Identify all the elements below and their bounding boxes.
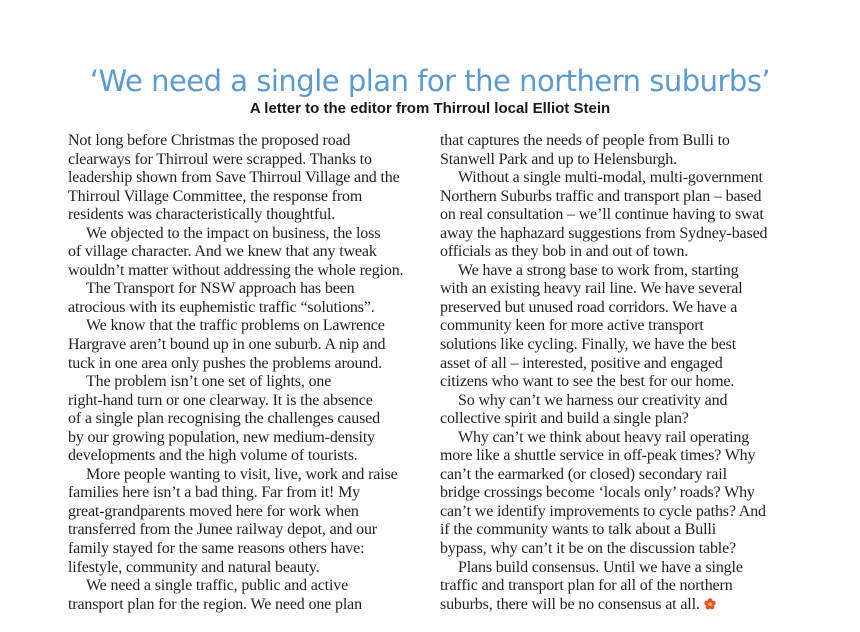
line-text: of a single plan recognising the challenges caused [68,410,380,428]
line-text: So why can’t we harness our creativity and [458,391,728,409]
body-text-line [68,280,428,299]
line-text: Hargrave aren’t bound up in one suburb. A nip and [68,336,386,354]
line-text: families here isn’t a bad thing. Far from it! My [68,484,360,502]
body-text-line [440,151,800,170]
line-text: by our growing population, new medium-density [68,428,375,446]
line-text: that captures the needs of people from Bulli to [440,132,730,149]
line-text: tuck in one area only pushes the problems around. [68,354,382,372]
body-text-line [68,540,428,559]
line-text: bridge crossings become ‘locals only’ roads? Why [440,484,755,502]
line-text: We need a single traffic, public and active [86,577,349,595]
body-text-line [68,188,428,207]
body-text-line [68,373,428,392]
right-column [440,132,800,614]
body-text-line [440,521,800,540]
body-text-line [440,280,800,299]
line-text: transferred from the Junee railway depot, and our [68,521,377,539]
line-text: suburbs, there will be no consensus at all. [440,595,700,613]
body-text-line [68,466,428,485]
line-text: leadership shown from Save Thirroul Village and the [68,169,400,187]
body-text-line [440,559,800,578]
body-text-line [68,317,428,336]
body-text-line [440,317,800,336]
line-text: community keen for more active transport [440,317,704,335]
flower-icon [704,597,716,609]
line-text: Thirroul Village Committee, the response from [68,187,363,205]
line-text: transport plan for the region. We need one plan [68,595,362,613]
line-text: away the haphazard suggestions from Sydney-based [440,224,768,242]
body-text-line [440,355,800,374]
line-text: Stanwell Park and up to Helensburgh. [440,150,677,168]
article-title: ‘We need a single plan for the northern suburbs’ [89,64,771,98]
line-text: traffic and transport plan for all of the northern [440,577,733,595]
body-text-line [440,373,800,392]
body-text-line [68,559,428,578]
body-text-line [68,577,428,596]
line-text: with an existing heavy rail line. We have several [440,280,743,298]
line-text: right-hand turn or one clearway. It is the absence [68,391,373,409]
body-text-line [440,206,800,225]
body-text-line [440,225,800,244]
line-text: clearways for Thirroul were scrapped. Thanks to [68,150,372,168]
body-text-line [68,225,428,244]
body-text-line [440,336,800,355]
line-text: can’t we identify improvements to cycle paths? And [440,502,766,520]
line-text: The Transport for NSW approach has been [86,280,355,298]
body-text-line [68,503,428,522]
line-text: family stayed for the same reasons others have: [68,540,365,558]
body-text-line [440,299,800,318]
line-text: officials as they bob in and out of town. [440,243,689,261]
line-text: on real consultation – we’ll continue having to swat [440,206,764,224]
body-text-line [68,429,428,448]
line-text: The problem isn’t one set of lights, one [86,373,332,391]
body-text-line [440,262,800,281]
line-text: collective spirit and build a single plan? [440,410,689,428]
body-text-line [440,169,800,188]
body-text-line [68,299,428,318]
body-text-line [440,466,800,485]
body-text-line [440,429,800,448]
line-text: wouldn’t matter without addressing the whole region. [68,261,404,279]
line-text: great-grandparents moved here for work when [68,502,359,520]
line-text: citizens who want to see the best for our home. [440,373,735,391]
body-text-line [68,521,428,540]
body-text-line [440,132,800,151]
line-text: atrocious with its euphemistic traffic “solutions”. [68,298,375,316]
line-text: Without a single multi-modal, multi-government [458,169,763,187]
body-text-line [440,243,800,262]
body-text-line [440,188,800,207]
line-text: We have a strong base to work from, starting [458,261,739,279]
body-text-line [68,392,428,411]
body-text-line [68,169,428,188]
line-text: solutions like cycling. Finally, we have the best [440,336,737,354]
line-text: Why can’t we think about heavy rail operating [458,428,750,446]
line-text: developments and the high volume of tourists. [68,447,358,465]
body-text-line [68,243,428,262]
line-text: We know that the traffic problems on Lawrence [86,317,385,335]
body-text-line [440,540,800,559]
article-subtitle: A letter to the editor from Thirroul local Elliot Stein [249,100,611,117]
body-text-line [440,503,800,522]
line-text: more like a shuttle service in off-peak times? Why [440,447,756,465]
line-text: residents was characteristically thoughtful. [68,206,336,224]
body-text-line [440,577,800,596]
body-text-line [68,484,428,503]
body-text-line [440,596,800,615]
line-text: bypass, why can’t it be on the discussion table? [440,540,737,558]
body-text-line [68,596,428,615]
left-column [68,132,428,614]
line-text: asset of all – interested, positive and engaged [440,354,723,372]
body-text-line [68,410,428,429]
body-text-line [440,392,800,411]
body-text-line [68,132,428,151]
line-text: We objected to the impact on business, the loss [86,224,381,242]
line-text: Northern Suburbs traffic and transport plan – based [440,187,762,205]
line-text: preserved but unused road corridors. We have a [440,298,738,316]
body-text-line [68,336,428,355]
line-text: Not long before Christmas the proposed road [68,132,351,149]
line-text: can’t the earmarked (or closed) secondary rail [440,465,727,483]
body-text-line [440,484,800,503]
line-text: More people wanting to visit, live, work and raise [86,465,398,483]
body-text-line [68,151,428,170]
line-text: of village character. And we knew that any tweak [68,243,377,261]
body-text-line [68,206,428,225]
body-text-line [68,355,428,374]
line-text: lifestyle, community and natural beauty. [68,558,320,576]
line-text: Plans build consensus. Until we have a single [458,558,743,576]
line-text: if the community wants to talk about a Bulli [440,521,717,539]
body-text-line [440,410,800,429]
body-text-line [68,262,428,281]
body-text-line [68,447,428,466]
body-text-line [440,447,800,466]
